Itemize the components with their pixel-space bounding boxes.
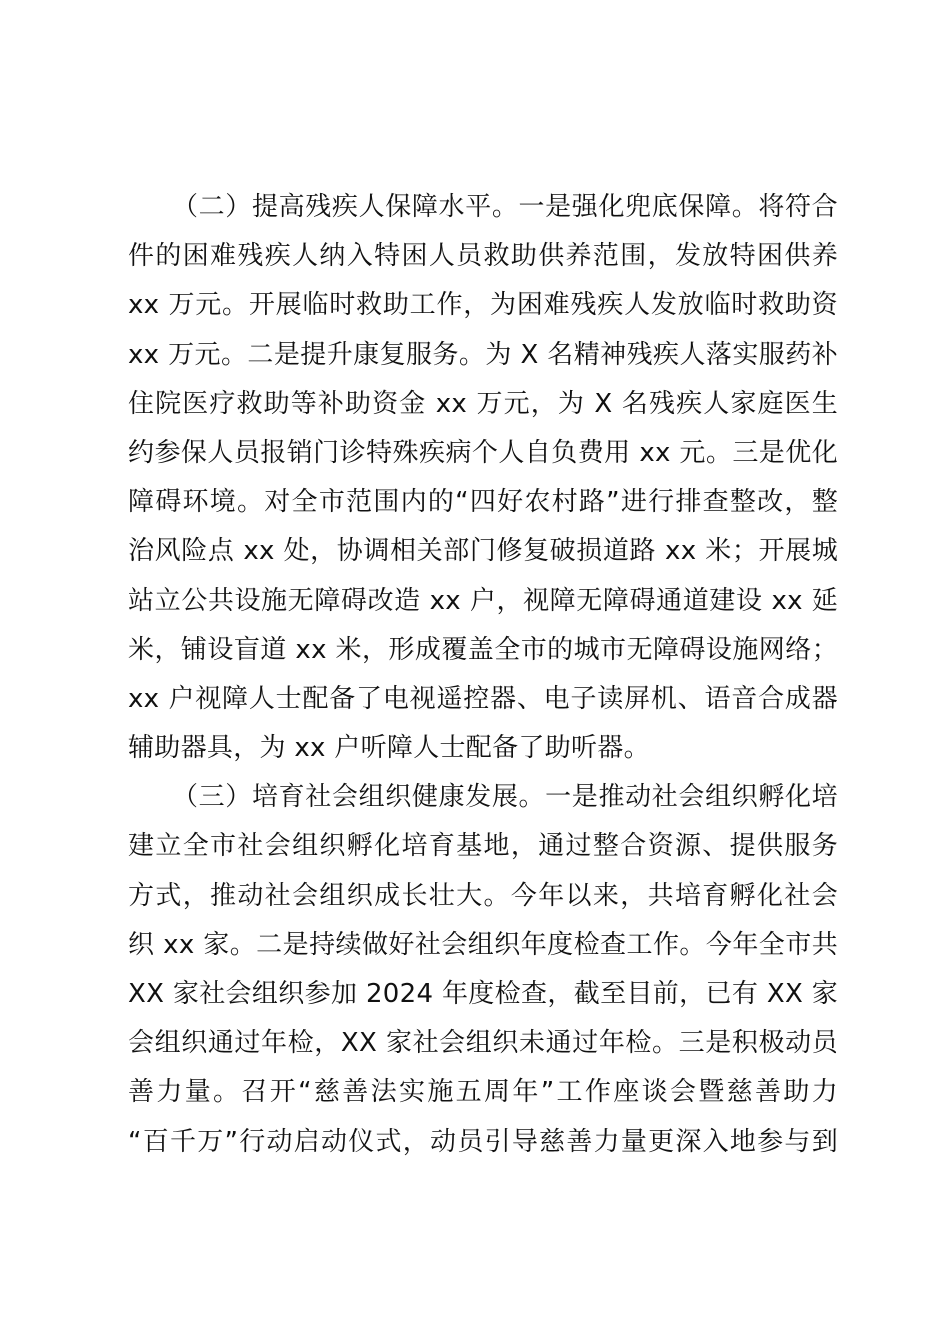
- text-line: 建立全市社会组织孵化培育基地，通过整合资源、提供服务: [128, 831, 838, 862]
- text-line: 约参保人员报销门诊特殊疾病个人自负费用 xx 元。三是优化: [128, 437, 838, 468]
- text-line: 站立公共设施无障碍改造 xx 户，视障无障碍通道建设 xx 延: [128, 585, 838, 616]
- text-line: （二）提高残疾人保障水平。一是强化兜底保障。将符合: [172, 192, 838, 222]
- text-line: xx 万元。二是提升康复服务。为 X 名精神残疾人落实服药补: [128, 339, 838, 370]
- text-line: 辅助器具，为 xx 户听障人士配备了助听器。: [128, 733, 650, 764]
- document-body: [128, 183, 838, 1167]
- text-line: 障碍环境。对全市范围内的“四好农村路”进行排查整改，整: [128, 487, 838, 518]
- text-line: xx 万元。开展临时救助工作，为困难残疾人发放临时救助资: [128, 290, 838, 321]
- text-line: XX 家社会组织参加 2024 年度检查，截至目前，已有 XX 家: [128, 979, 838, 1009]
- text-line: 善力量。召开“慈善法实施五周年”工作座谈会暨慈善助力: [128, 1077, 838, 1108]
- paragraph-3: [128, 773, 838, 1167]
- text-line: xx 户视障人士配备了电视遥控器、电子读屏机、语音合成器: [128, 683, 838, 714]
- text-line: “百千万”行动启动仪式，动员引导慈善力量更深入地参与到: [128, 1126, 838, 1157]
- text-line: 治风险点 xx 处，协调相关部门修复破损道路 xx 米；开展城: [128, 536, 838, 567]
- text-line: 会组织通过年检，XX 家社会组织未通过年检。三是积极动员: [128, 1028, 838, 1059]
- text-line: （三）培育社会组织健康发展。一是推动社会组织孵化培: [172, 782, 838, 813]
- paragraph-2: [128, 183, 838, 773]
- text-line: 住院医疗救助等补助资金 xx 万元，为 X 名残疾人家庭医生: [128, 388, 838, 419]
- text-line: 方式，推动社会组织成长壮大。今年以来，共培育孵化社会: [128, 880, 838, 911]
- text-line: 米，铺设盲道 xx 米，形成覆盖全市的城市无障碍设施网络；: [128, 634, 838, 665]
- text-line: 件的困难残疾人纳入特困人员救助供养范围，发放特困供养: [128, 241, 838, 272]
- text-line: 织 xx 家。二是持续做好社会组织年度检查工作。今年全市共: [128, 929, 838, 960]
